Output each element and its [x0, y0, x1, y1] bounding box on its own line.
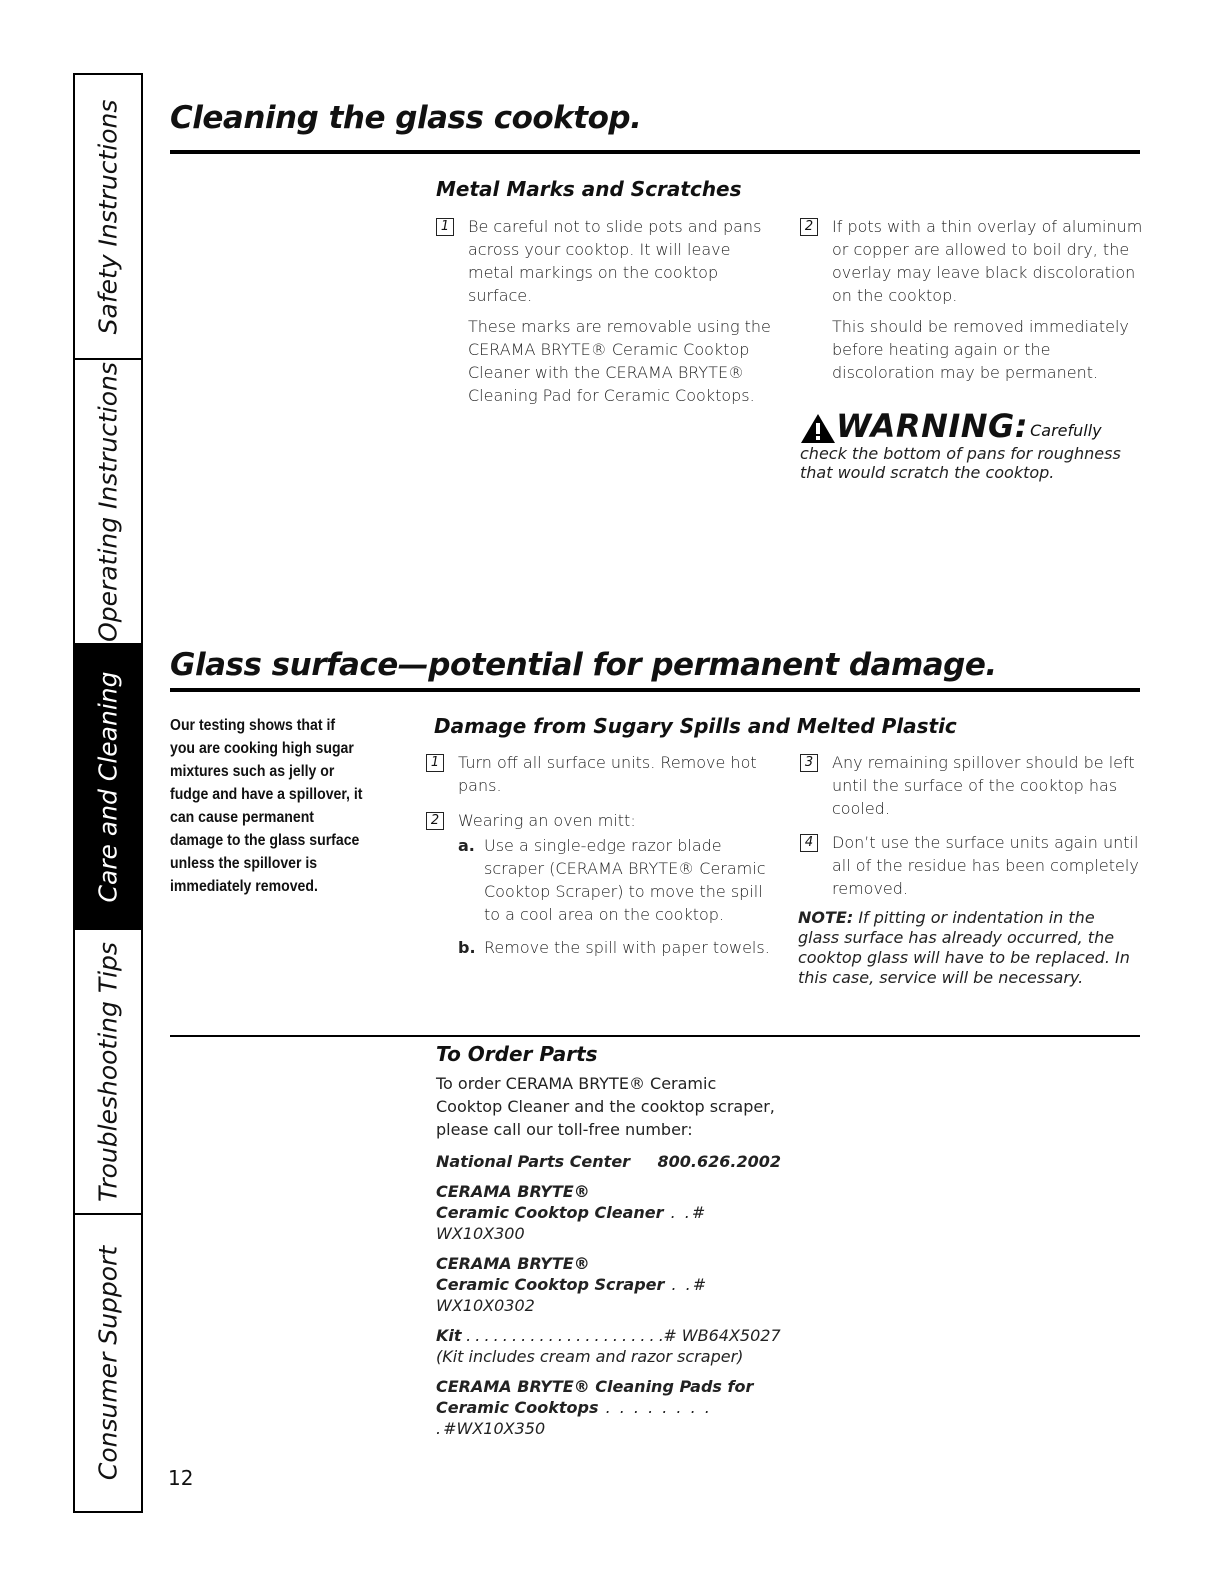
step-number-box: 3: [800, 754, 818, 772]
tab-label: Troubleshooting Tips: [93, 941, 123, 1202]
step-3: [800, 751, 1140, 828]
step-text: Turn off all surface units. Remove hot pans.: [458, 753, 757, 795]
part-kit: [436, 1325, 781, 1367]
order-parts: [436, 1042, 781, 1448]
tab-label: Safety Instructions: [93, 99, 123, 334]
substep-label: a.: [458, 836, 475, 855]
tab-safety-instructions[interactable]: [75, 75, 141, 360]
part-number: # WX10X300: [436, 1203, 706, 1243]
leader-dots: . .: [663, 1203, 692, 1222]
section-sidebar: [73, 73, 143, 1513]
step-text: Any remaining spillover should be left until the surface of the cooktop has cooled.: [832, 753, 1135, 818]
kit-note: (Kit includes cream and razor scraper): [436, 1347, 744, 1366]
part-name: CERAMA BRYTE® Cleaning Pads for: [436, 1377, 754, 1396]
step-text: Be careful not to slide pots and pans across your cooktop. It will leave metal markings on the cooktop surface.: [468, 217, 762, 305]
part-name: Ceramic Cooktop Cleaner: [436, 1203, 664, 1222]
step-1: [436, 215, 771, 415]
note: [798, 908, 1138, 988]
section-title-glass-surface: Glass surface—potential for permanent damage.: [170, 647, 997, 683]
part-scraper: [436, 1253, 781, 1316]
note-text: If pitting or indentation in the glass surface has already occurred, the cooktop glass will have to be replaced. In this case, service will be necessary.: [798, 908, 1130, 987]
substep-text: Use a single-edge razor blade scraper (CERAMA BRYTE® Ceramic Cooktop Scraper) to move the spill to a cool area on the cooktop.: [484, 836, 766, 924]
warning-first-word: Carefully: [1030, 421, 1102, 440]
part-cleaner: [436, 1181, 781, 1244]
leader-dots: . . . . . . . . .: [436, 1398, 712, 1438]
section-divider: [170, 1035, 1140, 1037]
leader-dots: . .: [664, 1275, 693, 1294]
step-number-box: 2: [800, 218, 818, 236]
step-text: Don’t use the surface units again until all of the residue has been completely removed.: [832, 833, 1139, 898]
tab-troubleshooting-tips[interactable]: [75, 930, 141, 1215]
warning-title: WARNING:: [836, 407, 1029, 445]
part-brand: CERAMA BRYTE®: [436, 1182, 590, 1201]
npc-phone: 800.626.2002: [657, 1152, 781, 1171]
step-2: [426, 809, 771, 959]
part-name: Kit: [436, 1326, 462, 1345]
part-number: #WX10X350: [443, 1419, 546, 1438]
order-title: To Order Parts: [436, 1042, 598, 1066]
leader-dots: . . . . . . . . . . . . . . . . . . . . . .: [461, 1326, 664, 1345]
npc-label: National Parts Center: [436, 1152, 631, 1171]
step-number-box: 1: [436, 218, 454, 236]
step-text: If pots with a thin overlay of aluminum or copper are allowed to boil dry, the overlay may leave black discoloration on the cooktop.: [832, 217, 1143, 305]
tab-operating-instructions[interactable]: [75, 360, 141, 645]
step-number-box: 2: [426, 812, 444, 830]
step-text: Wearing an oven mitt:: [458, 811, 636, 830]
part-name: Ceramic Cooktop Scraper: [436, 1275, 665, 1294]
step-number-box: 4: [800, 834, 818, 852]
warning-box: [800, 408, 1150, 482]
tab-care-and-cleaning[interactable]: [75, 645, 141, 930]
step-4: [800, 831, 1140, 908]
step-1: [426, 751, 771, 805]
testing-sidenote: Our testing shows that if you are cooking high sugar mixtures such as jelly or fudge and have a spillover, it can cause permanent damage to the glass surface unless the spillover is immediately removed.: [170, 717, 363, 895]
tab-label: Consumer Support: [93, 1245, 123, 1481]
tab-label: Care and Cleaning: [93, 671, 123, 902]
page-number: 12: [168, 1466, 194, 1490]
part-brand: CERAMA BRYTE®: [436, 1254, 590, 1273]
tab-label: Operating Instructions: [93, 361, 123, 642]
title-rule: [170, 688, 1140, 692]
part-pads: [436, 1376, 781, 1439]
part-number: # WX10X0302: [436, 1275, 707, 1315]
warning-triangle-icon: [800, 412, 836, 444]
part-name: Ceramic Cooktops: [436, 1398, 599, 1417]
substep-label: b.: [458, 938, 476, 957]
warning-text: check the bottom of pans for roughness that would scratch the cooktop.: [800, 444, 1121, 482]
substep-text: Remove the spill with paper towels.: [484, 938, 770, 957]
step-2: [800, 215, 1145, 392]
step-text: These marks are removable using the CERAMA BRYTE® Ceramic Cooktop Cleaner with the CERAMA BRYTE® Cleaning Pad for Ceramic Cooktops.: [468, 317, 771, 405]
tab-consumer-support[interactable]: [75, 1215, 141, 1511]
subtitle-sugary-spills: Damage from Sugary Spills and Melted Plastic: [434, 714, 957, 738]
title-rule: [170, 150, 1140, 154]
part-number: # WB64X5027: [663, 1326, 781, 1345]
order-intro: To order CERAMA BRYTE® Ceramic Cooktop Cleaner and the cooktop scraper, please call our toll-free number:: [436, 1074, 775, 1139]
subtitle-metal-marks: Metal Marks and Scratches: [436, 177, 742, 201]
step-text: This should be removed immediately before heating again or the discoloration may be permanent.: [832, 317, 1129, 382]
step-number-box: 1: [426, 754, 444, 772]
note-label: NOTE:: [798, 908, 854, 927]
section-title-cleaning: Cleaning the glass cooktop.: [170, 100, 642, 136]
